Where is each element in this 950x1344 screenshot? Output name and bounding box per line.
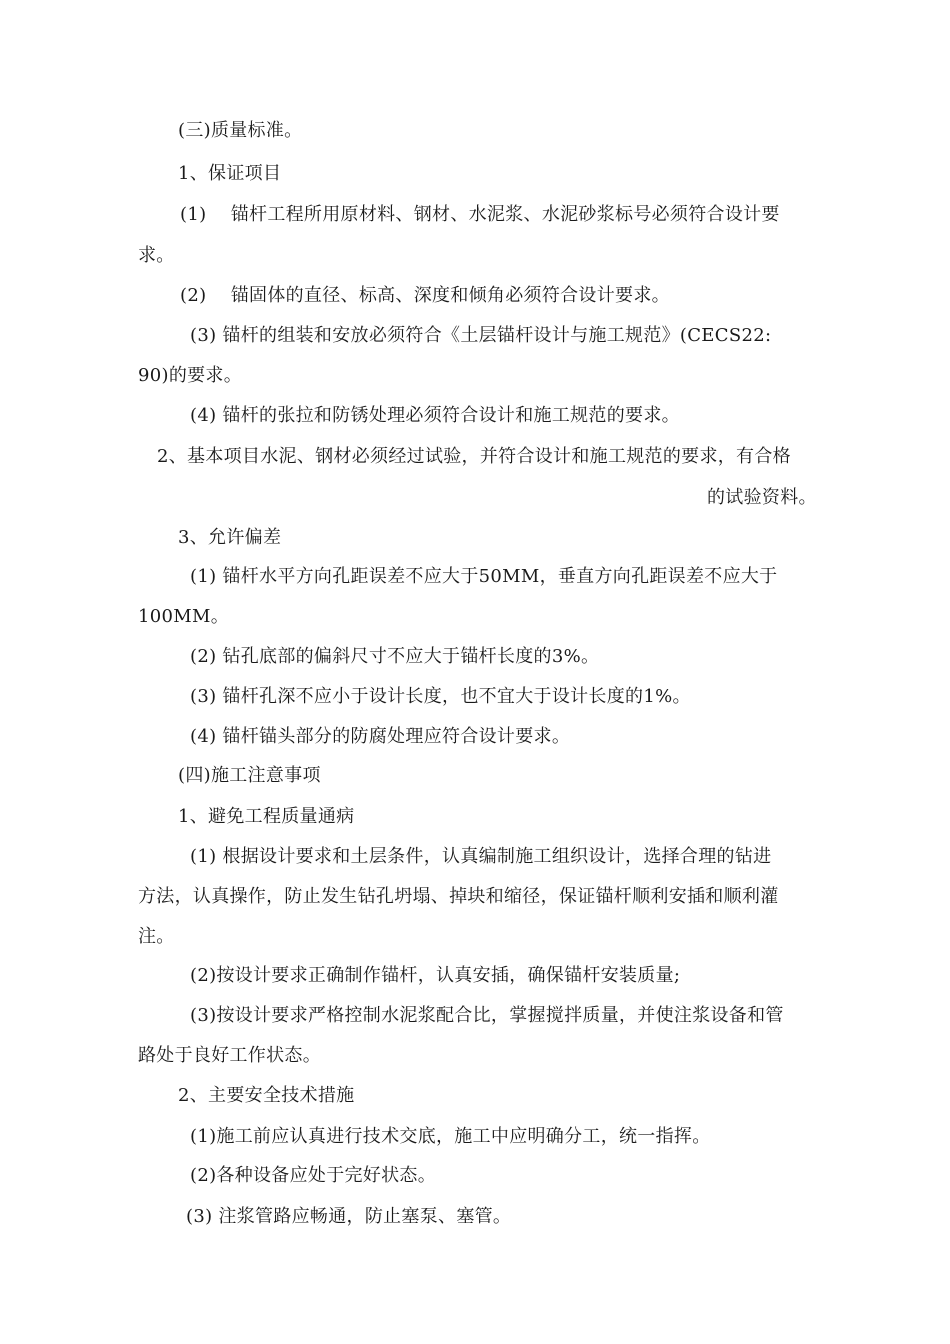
subheading-guarantee-items: 1、保证项目 [178,163,282,184]
paragraph-line: (4) 锚杆锚头部分的防腐处理应符合设计要求。 [190,726,571,747]
subheading-allowed-deviation: 3、允许偏差 [178,527,282,548]
paragraph-line: (4) 锚杆的张拉和防锈处理必须符合设计和施工规范的要求。 [190,405,680,426]
paragraph-line: (2)按设计要求正确制作锚杆，认真安插，确保锚杆安装质量; [190,965,681,986]
paragraph-line: (3) 锚杆孔深不应小于设计长度，也不宜大于设计长度的1%。 [190,686,691,707]
paragraph-line: (3)按设计要求严格控制水泥浆配合比，掌握搅拌质量，并使注浆设备和管 [190,1005,784,1026]
paragraph-line: (2) 锚固体的直径、标高、深度和倾角必须符合设计要求。 [180,285,670,306]
paragraph-line: (3) 注浆管路应畅通，防止塞泵、塞管。 [186,1206,512,1227]
paragraph-line: 100MM。 [138,606,230,627]
subheading-avoid-quality-defects: 1、避免工程质量通病 [178,806,355,827]
paragraph-line: 的试验资料。 [707,487,817,508]
paragraph-line: (1) 锚杆水平方向孔距误差不应大于50MM，垂直方向孔距误差不应大于 [190,566,778,587]
paragraph-line: 路处于良好工作状态。 [138,1045,321,1066]
subheading-safety-measures: 2、主要安全技术措施 [178,1085,355,1106]
paragraph-line: (1)施工前应认真进行技术交底，施工中应明确分工，统一指挥。 [190,1126,711,1147]
paragraph-line: (2)各种设备应处于完好状态。 [190,1165,436,1186]
paragraph-line: 注。 [138,926,175,947]
paragraph-line: 90)的要求。 [138,365,243,386]
section-heading-quality-standard: (三)质量标准。 [178,120,303,141]
paragraph-line: (3) 锚杆的组装和安放必须符合《土层锚杆设计与施工规范》(CECS22: [190,325,772,346]
section-heading-construction-notes: (四)施工注意事项 [178,765,321,786]
paragraph-line: (1) 锚杆工程所用原材料、钢材、水泥浆、水泥砂浆标号必须符合设计要 [180,204,780,225]
paragraph-line: 2、基本项目水泥、钢材必须经过试验，并符合设计和施工规范的要求，有合格 [157,446,791,467]
paragraph-line: 方法，认真操作，防止发生钻孔坍塌、掉块和缩径，保证锚杆顺利安插和顺利灌 [138,886,779,907]
paragraph-line: (2) 钻孔底部的偏斜尺寸不应大于锚杆长度的3%。 [190,646,600,667]
paragraph-line: (1) 根据设计要求和土层条件，认真编制施工组织设计，选择合理的钻进 [190,846,772,867]
paragraph-line: 求。 [138,245,175,266]
